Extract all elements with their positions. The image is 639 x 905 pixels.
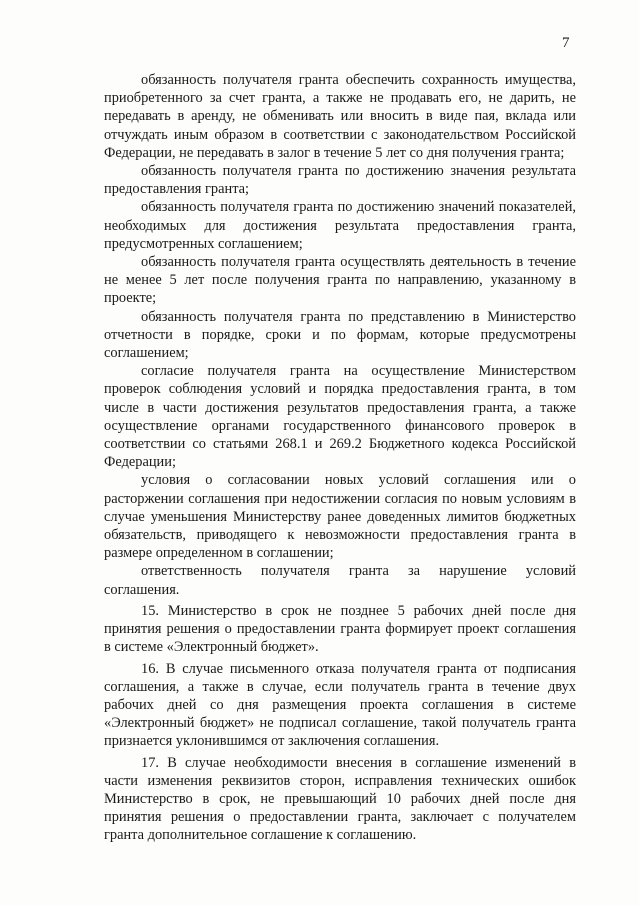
paragraph-indicators-obligation: обязанность получателя гранта по достижению значений показателей, необходимых для достижения результата предоставления гранта, предусмотренных соглашением; [104,199,576,252]
paragraph-agreement-conditions: условия о согласовании новых условий соглашения или о расторжении соглашения при недостижении согласия по новым условиям в случае уменьшения Министерству ранее доведенных лимитов бюджетных обязательств, приводящего к невозможности предоставления гранта в размере определенном в соглашении; [104,472,576,562]
paragraph-item-16: 16. В случае письменного отказа получателя гранта от подписания соглашения, а также в случае, если получатель гранта в течение двух рабочих дней со дня размещения проекта соглашения в системе «Электронный бюджет» не подписал соглашение, такой получатель гранта признается уклонившимся от заключения соглашения. [104,660,576,750]
paragraph-activity-obligation: обязанность получателя гранта осуществлять деятельность в течение не менее 5 лет после получения гранта по направлению, указанному в проекте; [104,254,576,307]
paragraph-item-15: 15. Министерство в срок не позднее 5 рабочих дней после дня принятия решения о предоставлении гранта формирует проект соглашения в системе «Электронный бюджет». [104,602,576,656]
paragraph-result-obligation: обязанность получателя гранта по достижению значения результата предоставления гранта; [104,163,576,198]
page-number: 7 [562,35,570,51]
paragraph-item-17: 17. В случае необходимости внесения в соглашение изменений в части изменения реквизитов сторон, исправления технических ошибок Министерство в срок, не превышающий 10 рабочих дней после дня принятия решения о предоставлении гранта, заключает с получателем гранта дополнительное соглашение к соглашению. [104,754,576,844]
paragraph-inspection-consent: согласие получателя гранта на осуществление Министерством проверок соблюдения условий и порядка предоставления гранта, в том числе в части достижения результатов предоставления гранта, а также осуществление органами государственного финансового проверок в соответствии со статьями 268.1 и 269.2 Бюджетного кодекса Российской Федерации; [104,363,576,471]
paragraph-property-obligation: обязанность получателя гранта обеспечить сохранность имущества, приобретенного за счет гранта, а также не продавать его, не дарить, не передавать в аренду, не обменивать или вносить в виде пая, вклада или отчуждать иным образом в соответствии с законодательством Российской Федерации, не передавать в залог в течение 5 лет со дня получения гранта; [104,72,576,161]
paragraph-reporting-obligation: обязанность получателя гранта по представлению в Министерство отчетности в порядке, сроки и по формам, которые предусмотрены соглашением; [104,308,576,362]
document-body [104,71,576,845]
paragraph-responsibility: ответственность получателя гранта за нарушение условий соглашения. [104,563,576,598]
